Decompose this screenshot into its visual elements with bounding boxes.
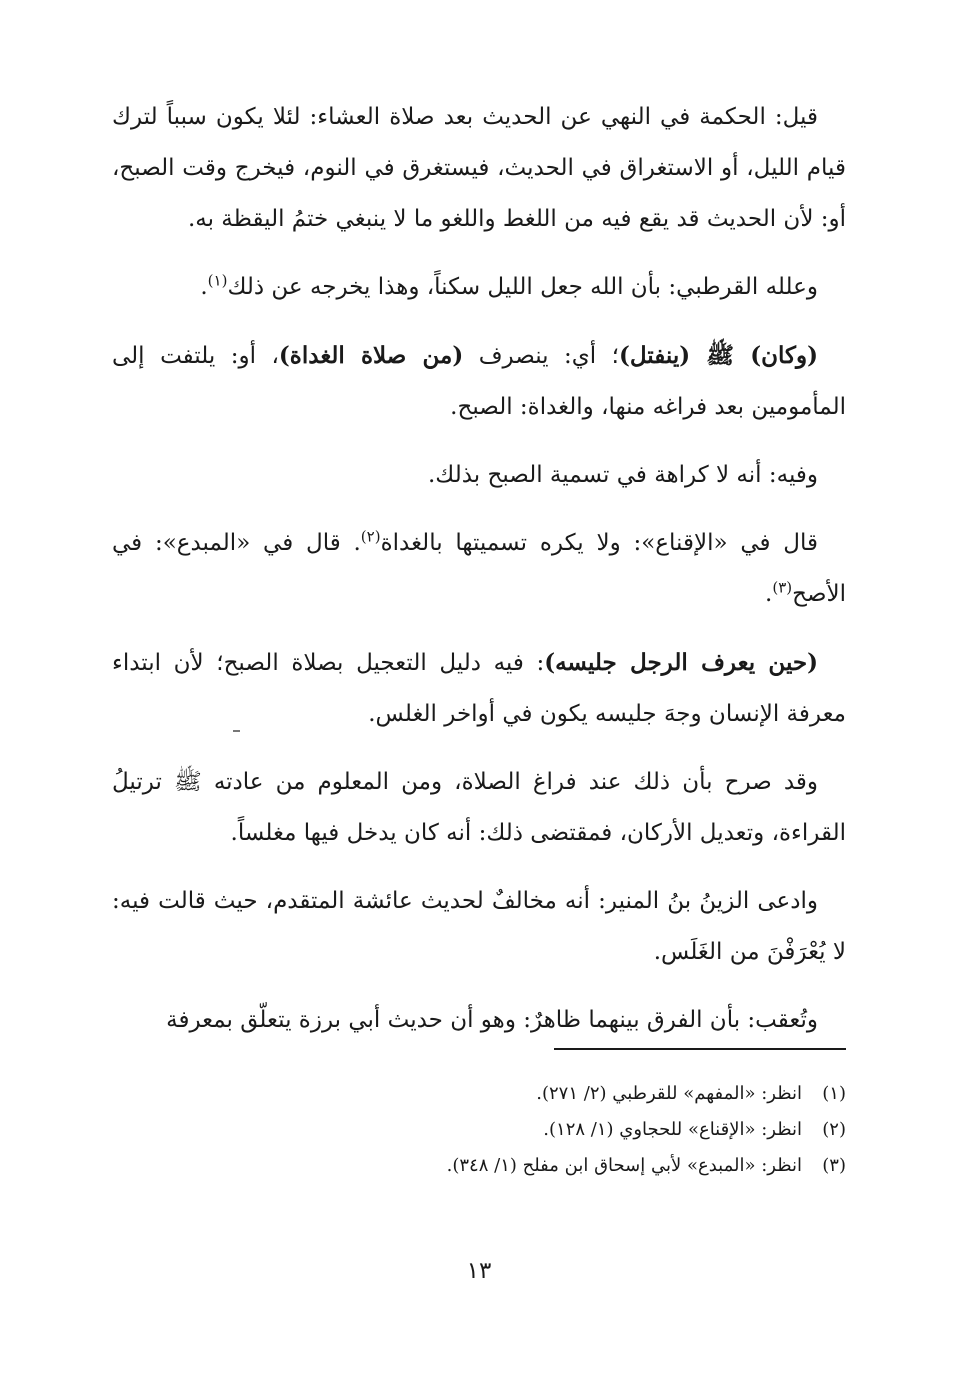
paragraph-text: وفيه: أنه لا كراهة في تسمية الصبح بذلك. [428, 462, 818, 488]
paragraph [112, 757, 846, 859]
paragraph [112, 262, 846, 313]
hadith-quote: (وكان) ﷺ (ينفتل) [619, 342, 818, 369]
paragraph-text: وتُعقب: بأن الفرق بينهما ظاهرٌ: وهو أن حديث أبي برزة يتعلّق بمعرفة [166, 1007, 818, 1033]
paragraph-text: قال في «الإقناع»: ولا يكره تسميتها بالغداة [380, 530, 818, 556]
footnote-text: انظر: «الإقناع» للحجاوي (١/ ١٢٨). [543, 1119, 802, 1140]
paragraph-text: قيل: الحكمة في النهي عن الحديث بعد صلاة العشاء: لئلا يكون سبباً لترك قيام الليل، أو الاستغراق في الحديث، فيستغرق في النوم، فيخرج وقت الصبح، أو: لأن الحديث قد يقع فيه من اللغط واللغو ما لا ينبغي ختمُ اليقظة به. [112, 104, 846, 232]
paragraph-text: ؛ أي: ينصرف [463, 343, 619, 369]
footnote-text: انظر: «المفهم» للقرطبي (٢/ ٢٧١). [536, 1083, 802, 1104]
paragraph [112, 995, 846, 1046]
paragraph-text: وعلله القرطبي: بأن الله جعل الليل سكناً، وهذا يخرجه عن ذلك [227, 274, 818, 300]
footnote-number: (١) [822, 1083, 846, 1104]
paragraph-text: . قال في «المبدع»: في الأصح [112, 530, 846, 607]
paragraph-text: ، أو: يلتفت إلى المأمومين بعد فراغه منها، والغداة: الصبح. [112, 343, 846, 420]
hadith-quote: (حين يعرف الرجل جليسه) [544, 649, 818, 676]
footnote [112, 1148, 846, 1184]
main-text [112, 92, 846, 1063]
footnote-reference: (١) [207, 271, 228, 290]
footnote-number: (٢) [822, 1119, 846, 1140]
footnote-number: (٣) [822, 1155, 846, 1176]
paragraph-text: . [765, 581, 773, 607]
page-number: ١٣ [466, 1258, 492, 1284]
paragraph-text: وقد صرح بأن ذلك عند فراغ الصلاة، ومن المعلوم من عادته ﷺ ترتيلُ القراءة، وتعديل الأركان، فمقتضى ذلك: أنه كان يدخل فيها مغلساً. [112, 769, 846, 846]
paragraph [112, 637, 846, 740]
footnote-text: انظر: «المبدع» لأبي إسحاق ابن مفلح (١/ ٣٤٨). [446, 1155, 802, 1176]
stray-ink-mark [233, 730, 240, 732]
paragraph-text: وادعى الزينُ بنُ المنير: أنه مخالفٌ لحديث عائشة المتقدم، حيث قالت فيه: لا يُعْرَفْنَ من الغَلَس. [112, 888, 846, 965]
footnote [112, 1112, 846, 1148]
footnotes [112, 1076, 846, 1184]
paragraph [112, 518, 846, 620]
footnote-separator [554, 1048, 846, 1050]
hadith-quote: (من صلاة الغداة) [278, 342, 464, 369]
footnote [112, 1076, 846, 1112]
paragraph [112, 876, 846, 978]
footnote-reference: (٢) [360, 527, 381, 546]
footnote-reference: (٣) [772, 578, 793, 597]
paragraph-text: : فيه دليل التعجيل بصلاة الصبح؛ لأن ابتداء معرفة الإنسان وجهَ جليسه يكون في أواخر الغلس. [112, 650, 846, 727]
paragraph [112, 450, 846, 501]
paragraph [112, 92, 846, 245]
paragraph-text: . [200, 274, 208, 300]
paragraph [112, 330, 846, 433]
